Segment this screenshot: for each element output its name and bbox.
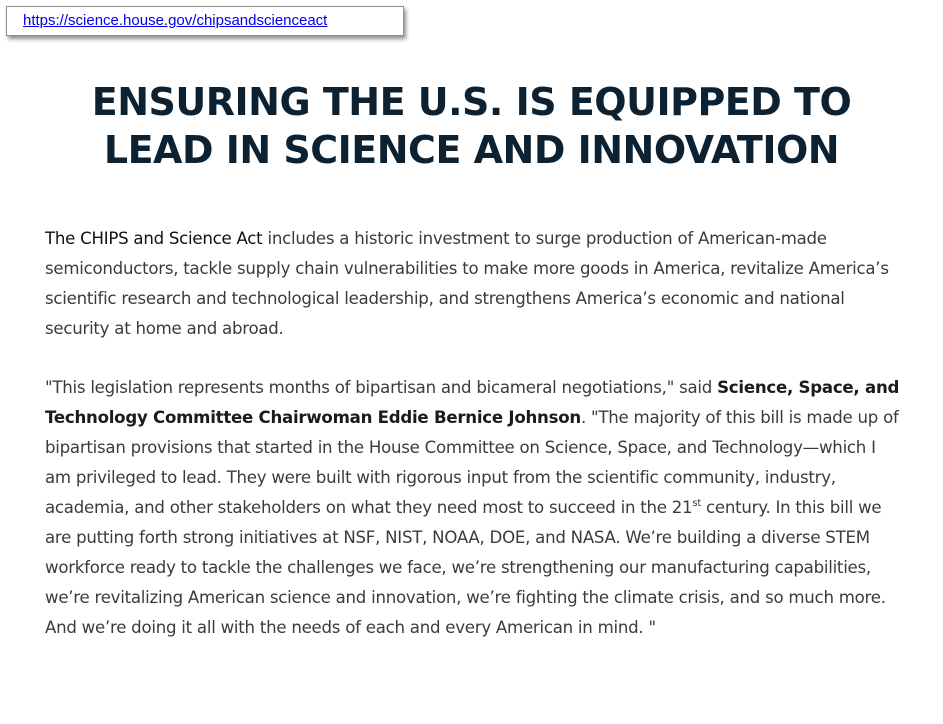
page-title-line-2: LEAD IN SCIENCE AND INNOVATION (103, 128, 840, 172)
ordinal-superscript: st (692, 498, 702, 509)
act-name: The CHIPS and Science Act (45, 229, 263, 248)
url-callout (6, 6, 404, 36)
quote-paragraph (45, 373, 900, 643)
intro-paragraph (45, 224, 900, 344)
page-title-line-1: ENSURING THE U.S. IS EQUIPPED TO (91, 80, 852, 124)
quote-text-part-1: . "The majority of this bill is made up of bipartisan provisions that started in the House Committee on Science, Space, and Technology—which I am privileged to lead. They were built with rigorous input from the scientific community, industry, academia, and other stakeholders on what they need most to succeed in the 21 (45, 408, 899, 517)
source-link[interactable]: https://science.house.gov/chipsandscienceact (23, 12, 328, 29)
quote-intro: "This legislation represents months of bipartisan and bicameral negotiations," said (45, 378, 718, 397)
speaker-name: Science, Space, and Technology Committee Chairwoman Eddie Bernice Johnson (45, 378, 900, 427)
intro-text: includes a historic investment to surge production of American-made semiconductors, tackle supply chain vulnerabilities to make more goods in America, revitalize America’s scientific research and technological leadership, and strengthens America’s economic and national security at home and abroad. (45, 229, 889, 338)
quote-text-part-2: century. In this bill we are putting forth strong initiatives at NSF, NIST, NOAA, DOE, and NASA. We’re building a diverse STEM workforce ready to tackle the challenges we face, we’re strengthening our manufacturing capabilities, we’re revitalizing American science and innovation, we’re fighting the climate crisis, and so much more. And we’re doing it all with the needs of each and every American in mind. " (45, 498, 886, 637)
page-title (0, 78, 943, 174)
